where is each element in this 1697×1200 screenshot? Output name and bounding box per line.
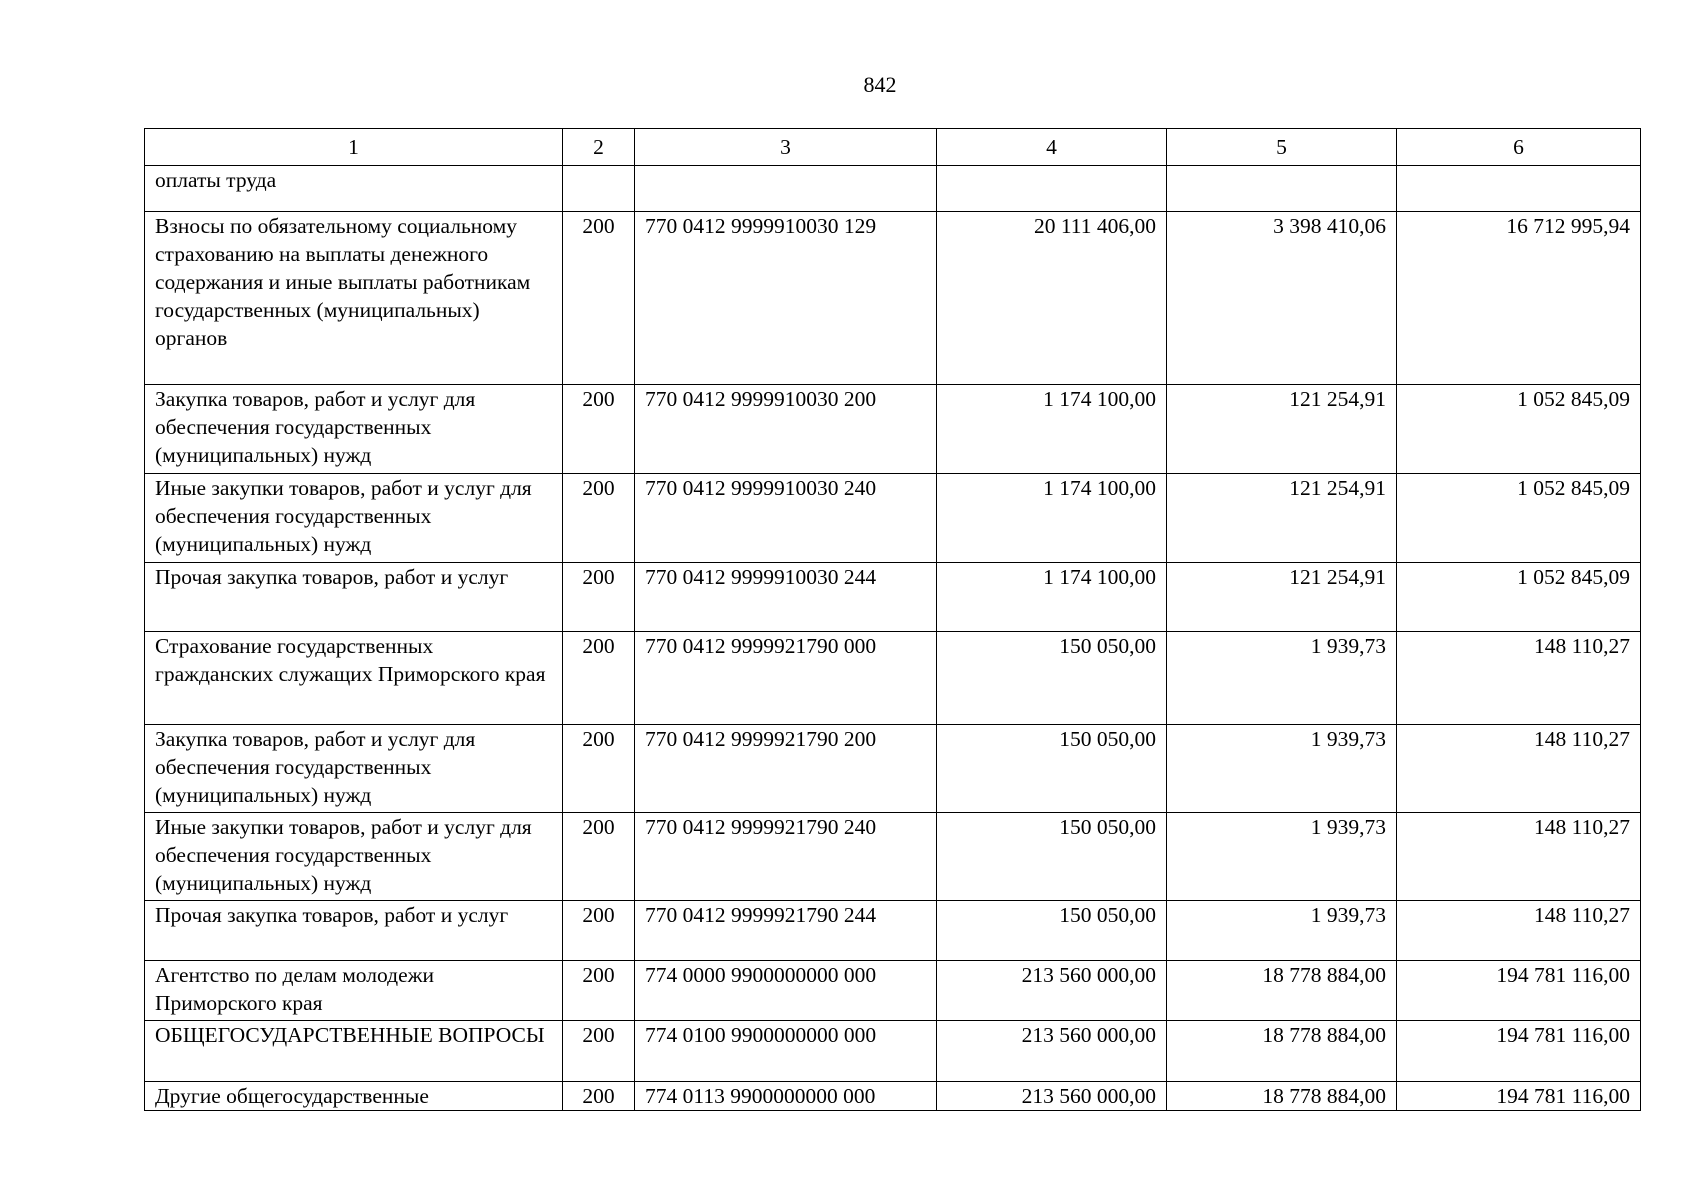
column-number-row [145,129,1641,166]
row-approved [937,166,1167,212]
row-code: 200 [563,632,635,725]
table-row [145,961,1641,1021]
table-row [145,212,1641,385]
page-number: 842 [863,72,897,97]
row-classification: 770 0412 9999910030 129 [635,212,937,385]
table-row [145,725,1641,813]
row-executed: 121 254,91 [1167,385,1397,474]
row-classification: 774 0100 9900000000 000 [635,1021,937,1082]
row-approved: 213 560 000,00 [937,961,1167,1021]
row-executed [1167,166,1397,212]
column-header-5: 5 [1167,129,1397,166]
row-executed: 121 254,91 [1167,563,1397,632]
row-unexecuted: 16 712 995,94 [1397,212,1641,385]
row-executed: 121 254,91 [1167,474,1397,563]
column-header-4: 4 [937,129,1167,166]
table-row [145,813,1641,901]
row-code: 200 [563,961,635,1021]
row-classification: 770 0412 9999921790 000 [635,632,937,725]
row-name: Иные закупки товаров, работ и услуг для обеспечения государственных (муниципальных) нужд [145,813,563,901]
row-code: 200 [563,725,635,813]
row-code: 200 [563,1082,635,1111]
row-code: 200 [563,813,635,901]
row-executed: 1 939,73 [1167,813,1397,901]
row-unexecuted: 1 052 845,09 [1397,563,1641,632]
row-executed: 18 778 884,00 [1167,1082,1397,1111]
row-approved: 213 560 000,00 [937,1082,1167,1111]
row-name: Страхование государственных гражданских служащих Приморского края [145,632,563,725]
row-classification: 770 0412 9999921790 240 [635,813,937,901]
row-classification: 770 0412 9999910030 240 [635,474,937,563]
row-approved: 1 174 100,00 [937,563,1167,632]
row-unexecuted: 1 052 845,09 [1397,474,1641,563]
row-unexecuted: 148 110,27 [1397,632,1641,725]
row-classification: 774 0000 9900000000 000 [635,961,937,1021]
row-name: Взносы по обязательному социальному страхованию на выплаты денежного содержания и иные выплаты работникам государственных (муниципальных) органов [145,212,563,385]
row-unexecuted: 148 110,27 [1397,725,1641,813]
row-unexecuted: 148 110,27 [1397,901,1641,961]
row-code [563,166,635,212]
row-code: 200 [563,474,635,563]
table-row [145,632,1641,725]
row-approved: 20 111 406,00 [937,212,1167,385]
row-name: Прочая закупка товаров, работ и услуг [145,563,563,632]
row-classification: 770 0412 9999921790 200 [635,725,937,813]
row-code: 200 [563,563,635,632]
row-name: Иные закупки товаров, работ и услуг для обеспечения государственных (муниципальных) нужд [145,474,563,563]
row-name: Закупка товаров, работ и услуг для обеспечения государственных (муниципальных) нужд [145,725,563,813]
row-code: 200 [563,1021,635,1082]
row-code: 200 [563,385,635,474]
row-executed: 18 778 884,00 [1167,1021,1397,1082]
table-row [145,901,1641,961]
row-name: Прочая закупка товаров, работ и услуг [145,901,563,961]
row-name: Другие общегосударственные [145,1082,563,1111]
row-unexecuted: 194 781 116,00 [1397,1082,1641,1111]
row-name: Агентство по делам молодежи Приморского края [145,961,563,1021]
row-approved: 150 050,00 [937,813,1167,901]
table-row [145,1021,1641,1082]
row-code: 200 [563,901,635,961]
row-approved: 213 560 000,00 [937,1021,1167,1082]
row-unexecuted: 1 052 845,09 [1397,385,1641,474]
row-name: ОБЩЕГОСУДАРСТВЕННЫЕ ВОПРОСЫ [145,1021,563,1082]
table-row [145,385,1641,474]
row-name: оплаты труда [145,166,563,212]
budget-execution-table [144,128,1641,1111]
table-row [145,166,1641,212]
row-executed: 1 939,73 [1167,632,1397,725]
row-unexecuted: 148 110,27 [1397,813,1641,901]
row-classification: 770 0412 9999910030 244 [635,563,937,632]
column-header-2: 2 [563,129,635,166]
row-approved: 150 050,00 [937,725,1167,813]
table-row [145,1082,1641,1111]
row-classification: 774 0113 9900000000 000 [635,1082,937,1111]
row-executed: 18 778 884,00 [1167,961,1397,1021]
row-code: 200 [563,212,635,385]
table-row [145,563,1641,632]
row-unexecuted [1397,166,1641,212]
row-approved: 1 174 100,00 [937,474,1167,563]
row-classification: 770 0412 9999921790 244 [635,901,937,961]
row-executed: 1 939,73 [1167,725,1397,813]
table-row [145,474,1641,563]
row-approved: 150 050,00 [937,901,1167,961]
row-approved: 150 050,00 [937,632,1167,725]
row-classification: 770 0412 9999910030 200 [635,385,937,474]
row-approved: 1 174 100,00 [937,385,1167,474]
row-classification [635,166,937,212]
row-name: Закупка товаров, работ и услуг для обеспечения государственных (муниципальных) нужд [145,385,563,474]
column-header-6: 6 [1397,129,1641,166]
row-executed: 3 398 410,06 [1167,212,1397,385]
row-unexecuted: 194 781 116,00 [1397,1021,1641,1082]
row-unexecuted: 194 781 116,00 [1397,961,1641,1021]
row-executed: 1 939,73 [1167,901,1397,961]
column-header-1: 1 [145,129,563,166]
column-header-3: 3 [635,129,937,166]
